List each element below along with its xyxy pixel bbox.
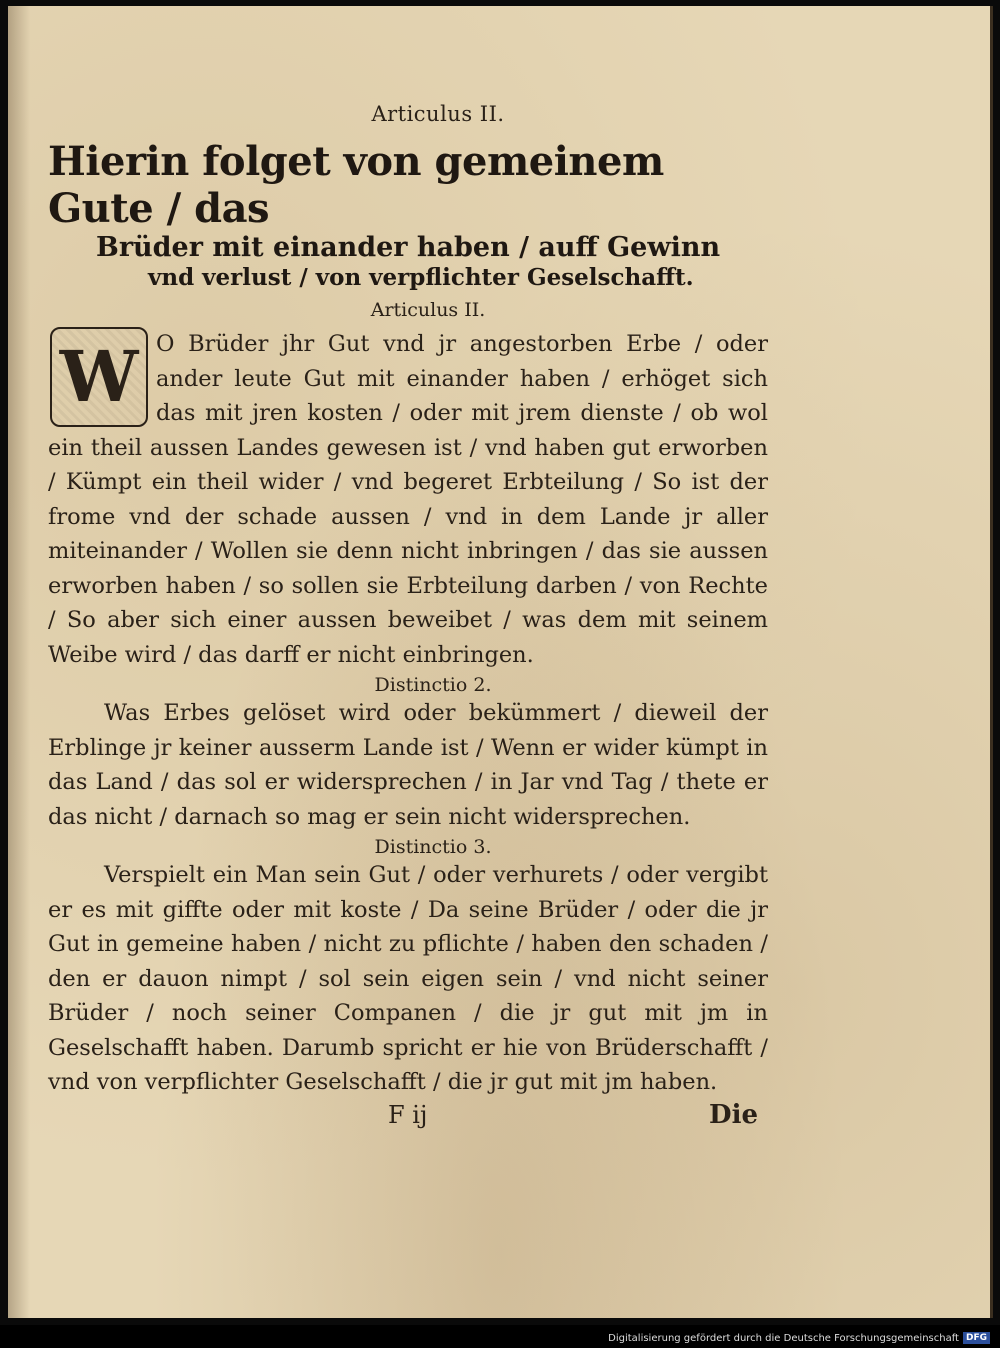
funding-credit — [608, 1332, 990, 1344]
page-gutter-shadow — [8, 6, 30, 1318]
text-block — [48, 102, 768, 1130]
distinctio-2-paragraph — [48, 696, 768, 834]
credit-text: Digitalisierung gefördert durch die Deutsche Forschungsgemeinschaft — [608, 1332, 959, 1344]
signature-mark: F ij — [388, 1100, 428, 1129]
title-line-3: vnd verlust / von verpflichter Geselschafft. — [148, 264, 694, 292]
distinctio-2-label: Distinctio 2. — [374, 674, 492, 697]
distinctio-3-paragraph — [48, 858, 768, 1100]
catchword: Die — [709, 1099, 758, 1130]
title-line-2: Brüder mit einander haben / auff Gewinn — [96, 232, 721, 264]
distinctio-3-label: Distinctio 3. — [374, 836, 492, 859]
article-paragraph — [48, 327, 768, 672]
running-head: Articulus II. — [371, 102, 505, 126]
article-label: Articulus II. — [370, 299, 486, 322]
drop-cap-initial: W — [50, 327, 148, 427]
distinctio-2-text: Was Erbes gelöset wird oder bekümmert / dieweil der Erblinge jr keiner ausserm Lande ist / Wenn er wider kümpt in das Land / das sol er widersprechen / in Jar vnd Tag / thete er das nicht / darnach so mag er sein nicht widersprechen. — [48, 700, 768, 830]
title-line-1: Hierin folget von gemeinem Gute / das — [48, 138, 664, 233]
dfg-logo: DFG — [963, 1332, 990, 1344]
page-foot — [48, 1100, 768, 1130]
book-page — [8, 6, 993, 1318]
distinctio-3-text: Verspielt ein Man sein Gut / oder verhurets / oder vergibt er es mit giffte oder mit koste / Da seine Brüder / oder die jr Gut in gemeine haben / nicht zu pflichte / haben den schaden / den er dauon nimpt / sol sein eigen sein / vnd nicht seiner Brüder / noch seiner Companen / die jr gut mit jm in Geselschafft haben. Darumb spricht er hie von Brüderschafft / vnd von verpflichter Geselschafft / die jr gut mit jm haben. — [48, 862, 768, 1096]
article-text: O Brüder jhr Gut vnd jr angestorben Erbe / oder ander leute Gut mit einander haben / erhöget sich das mit jren kosten / oder mit jrem dienste / ob wol ein theil aussen Landes gewesen ist / vnd haben gut erworben / Kümpt ein theil wider / vnd begeret Erbteilung / So ist der frome vnd der schade aussen / vnd in dem Lande jr aller miteinander / Wollen sie denn nicht inbringen / das sie aussen erworben haben / so sollen sie Erbteilung darben / von Rechte / So aber sich einer aussen beweibet / was dem mit seinem Weibe wird / das darff er nicht einbringen. — [48, 331, 768, 668]
chapter-title — [48, 138, 768, 291]
